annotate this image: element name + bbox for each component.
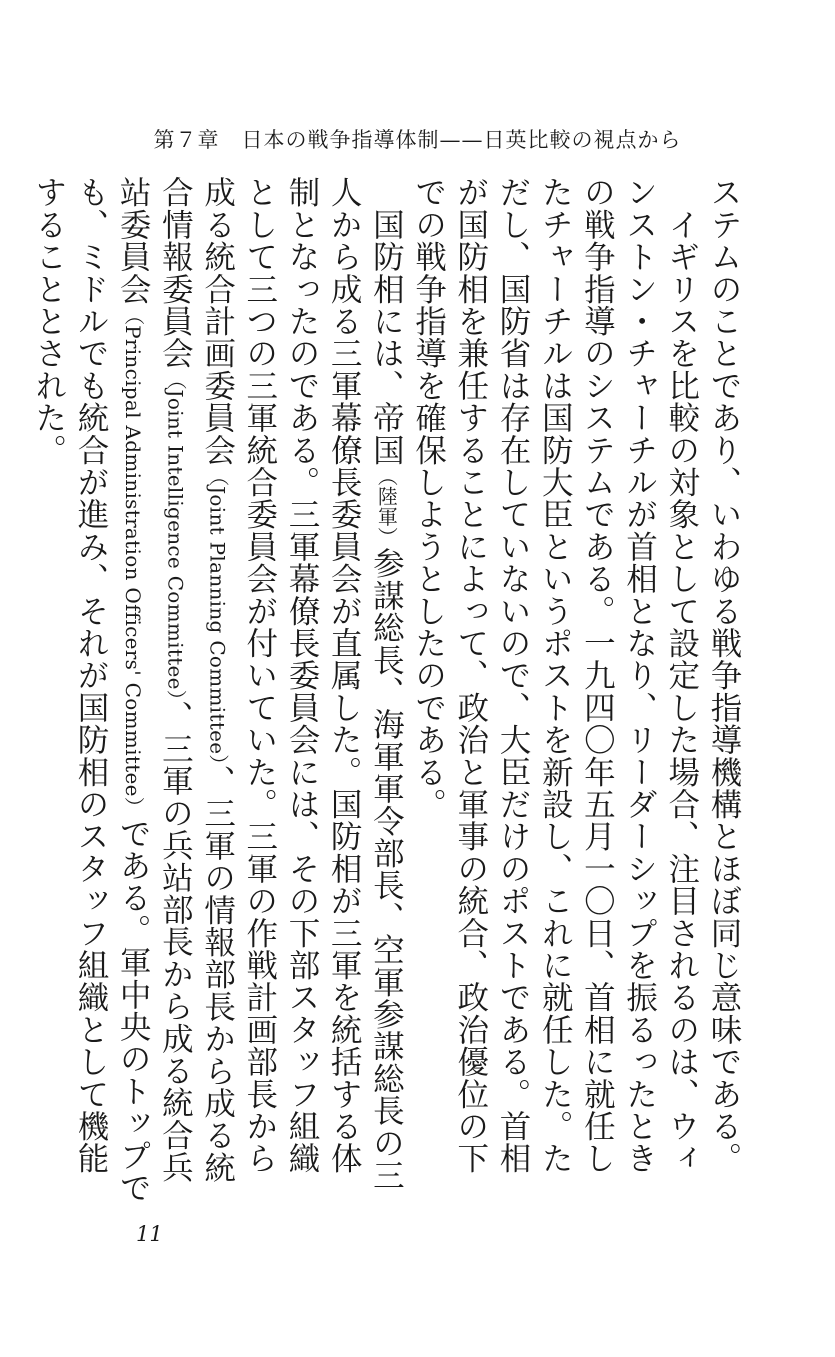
text-segment: 参謀総長、海軍軍令部長、空軍参謀総長の三人から成る三軍幕僚長委員会が直属した。国防相が三軍を統括する体制となったのである。三軍幕僚長委員会には、その下部スタッフ組織として三つの三軍統合委員会が付いていた。三軍の作戦計画部長から成る統合計画委員会 [199,176,405,1192]
running-header: 第７章 日本の戦争指導体制——日英比較の視点から [153,128,682,152]
text-segment: 、三軍の兵站部長から成る統合兵站委員会 [115,176,194,1184]
note-principal-administration: （Principal Administration Officers' Committee） [121,304,146,818]
text-segment: 、三軍の情報部長から成る統合情報委員会 [157,176,236,1184]
paragraph-continuation: ステムのことであり、いわゆる戦争指導機構とほぼ同じ意味である。 [706,176,742,1175]
paragraph-churchill: イギリスを比較の対象として設定した場合、注目されるのは、ウィンストン・チャーチルが首相となり、リーダーシップを振るったときの戦争指導のシステムである。一九四〇年五月一〇日、首相に就任したチャーチルは国防大臣というポストを新設し、これに就任した。ただし、国防省は存在していないので、大臣だけのポストである。首相が国防相を兼任することによって、政治と軍事の統合、政治優位の下での戦争指導を確保しようとしたのである。 [410,176,700,1175]
body-text [30,176,745,1206]
text-segment: 国防相には、帝国 [368,176,405,466]
text-segment: である。軍中央のトップでも、ミドルでも統合が進み、それが国防相のスタッフ組織として機能することとされた。 [30,176,152,1204]
paragraph-committees [28,176,408,1206]
note-joint-planning: （Joint Planning Committee） [205,465,230,765]
note-army: （陸軍） [374,465,399,548]
page-number: 11 [136,1222,163,1246]
note-joint-intelligence: （Joint Intelligence Committee） [163,369,188,701]
